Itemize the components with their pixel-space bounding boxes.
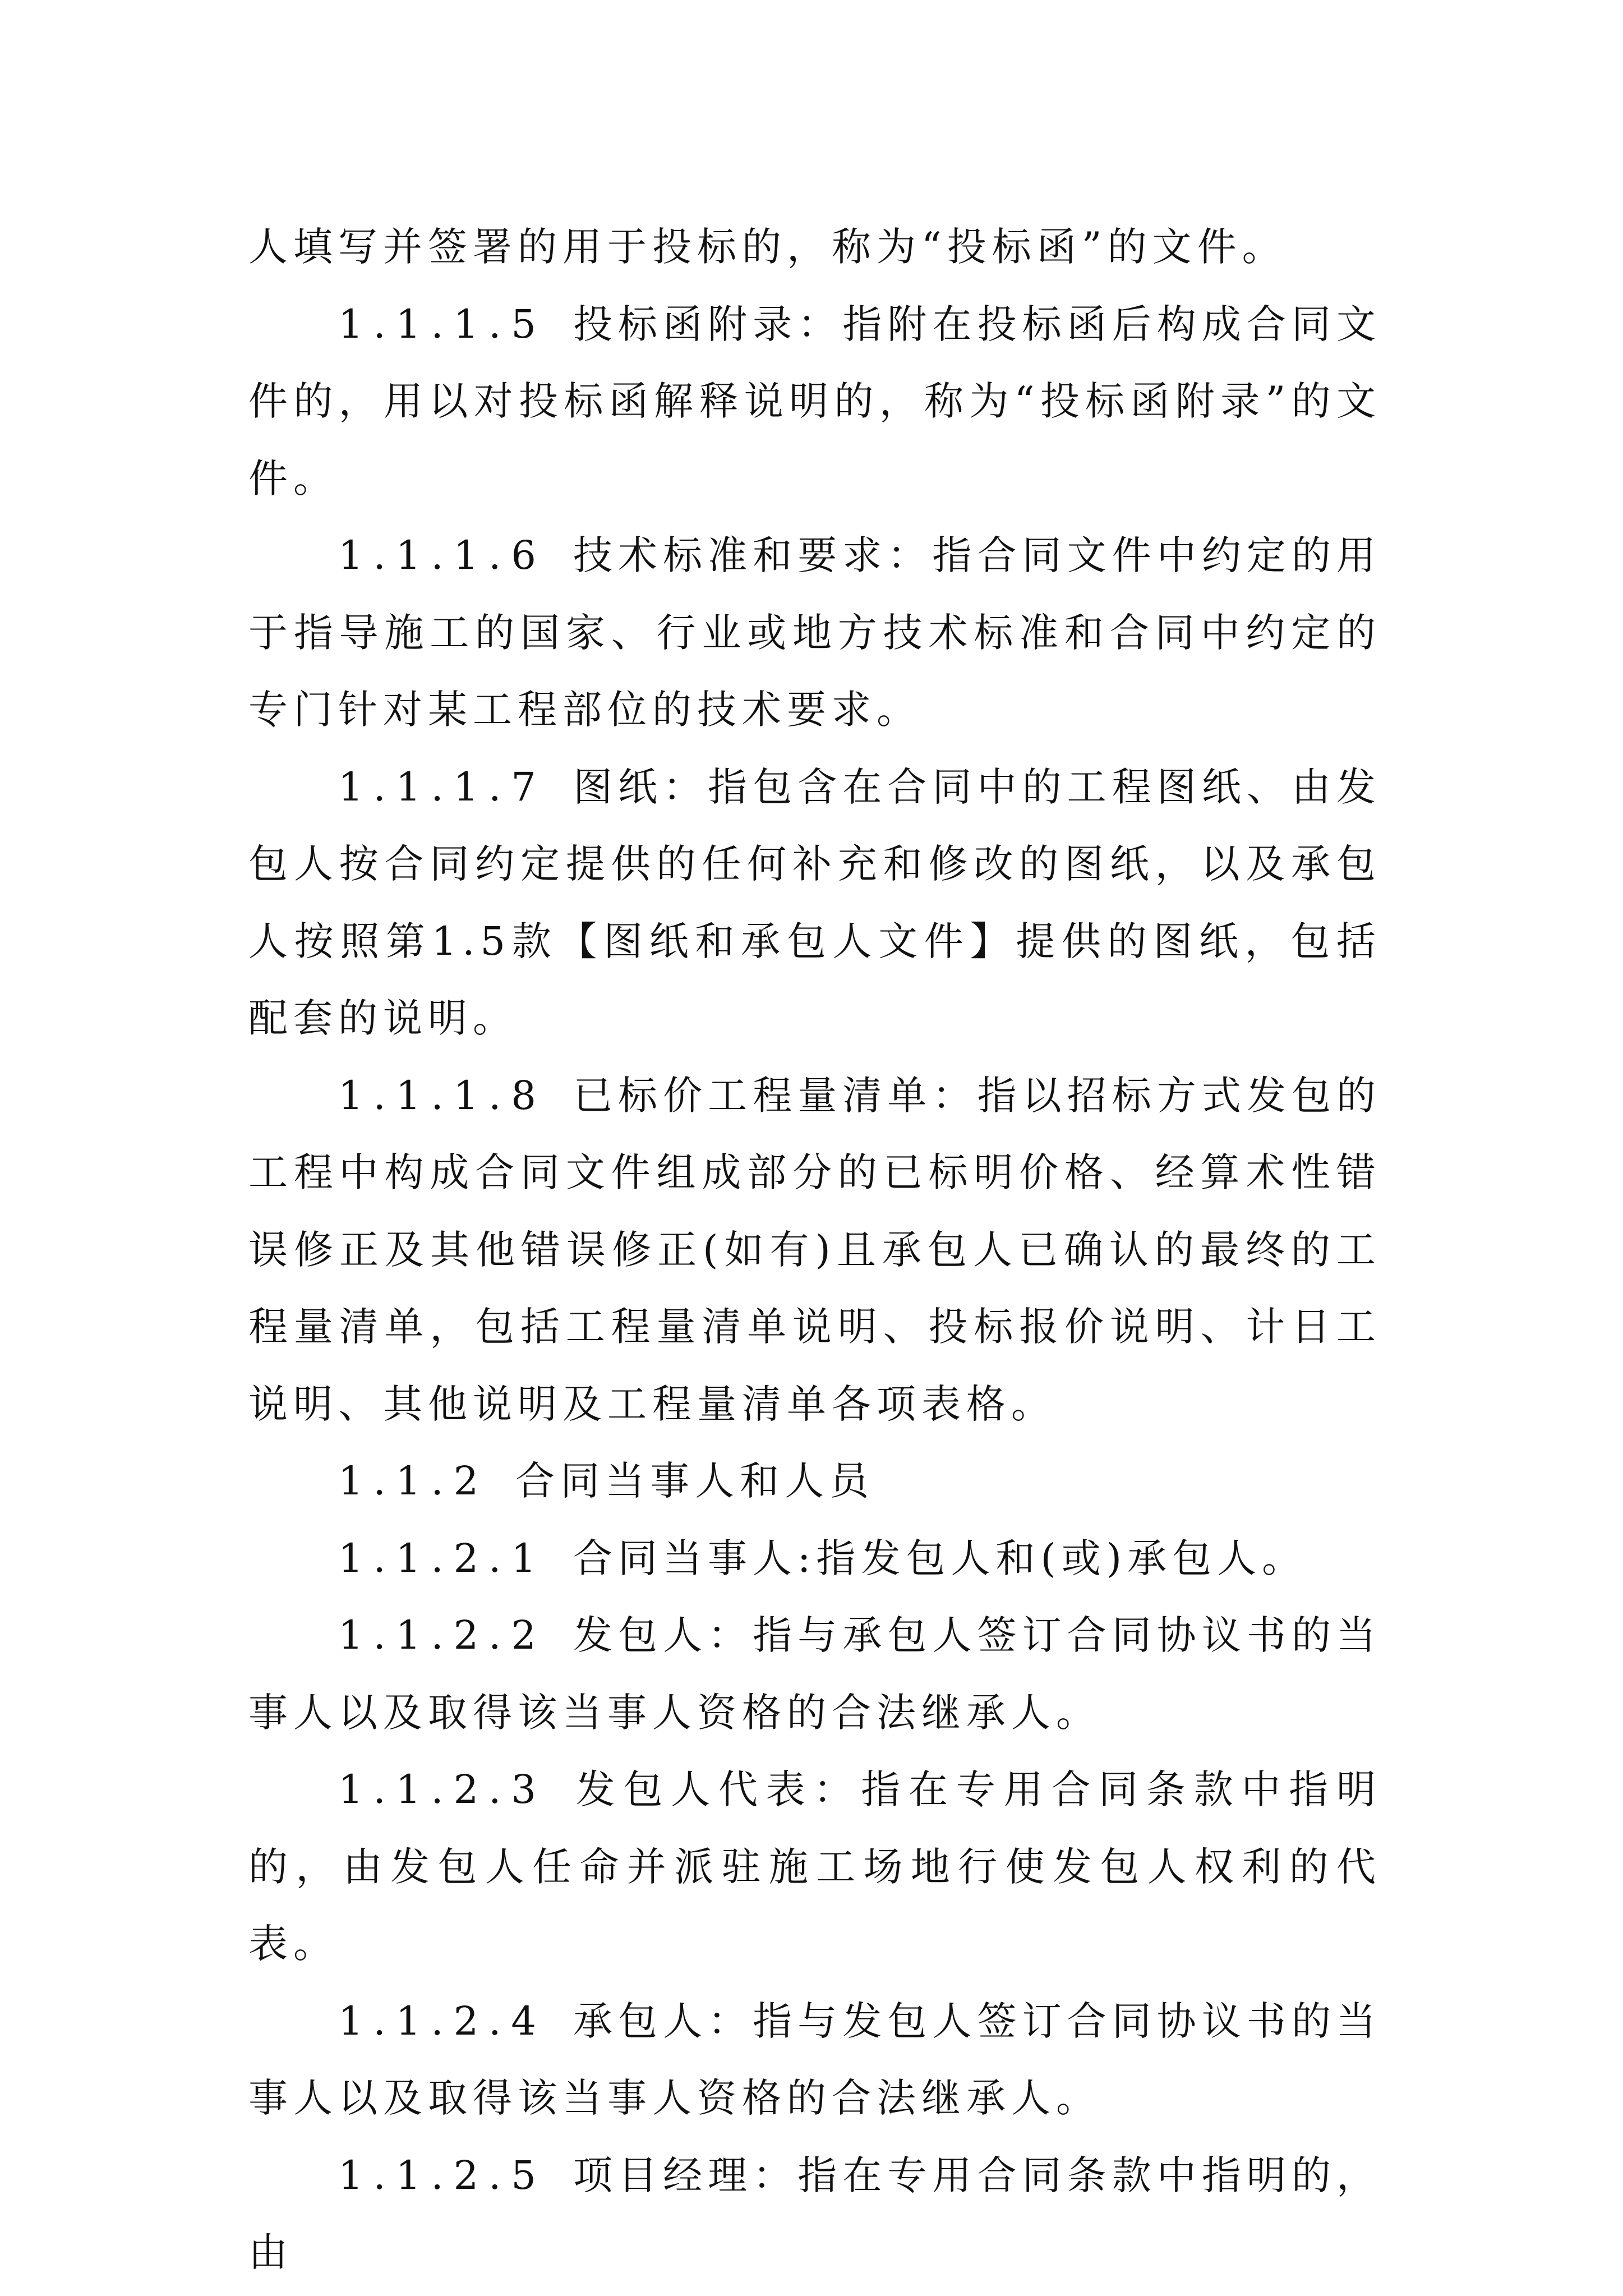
clause-number: 1.1.1.5 xyxy=(338,301,546,347)
clause-number: 1.1.1.8 xyxy=(338,1072,546,1119)
clause-1-1-2-2 xyxy=(248,1597,1381,1751)
clause-number: 1.1.2.3 xyxy=(338,1766,546,1812)
clause-1-1-2-1 xyxy=(248,1520,1381,1598)
clause-1-1-2-4 xyxy=(248,1983,1381,2137)
clause-1-1-2-3 xyxy=(248,1751,1381,1983)
clause-text: 已标价工程量清单：指以招标方式发包的工程中构成合同文件组成部分的已标明价格、经算术性错误修正及其他错误修正(如有)且承包人已确认的最终的工程量清单，包括工程量清单说明、投标报价说明、计日工说明、其他说明及工程量清单各项表格。 xyxy=(248,1072,1381,1427)
section-1-1-2 xyxy=(248,1443,1381,1520)
clause-number: 1.1.1.6 xyxy=(338,532,546,578)
clause-1-1-1-7 xyxy=(248,749,1381,1057)
clause-number: 1.1.1.7 xyxy=(338,763,546,810)
clause-text: 发包人代表：指在专用合同条款中指明的，由发包人任命并派驻施工场地行使发包人权利的代表。 xyxy=(248,1766,1381,1967)
clause-text: 图纸：指包含在合同中的工程图纸、由发包人按合同约定提供的任何补充和修改的图纸，以及承包人按照第1.5款【图纸和承包人文件】提供的图纸，包括配套的说明。 xyxy=(248,763,1381,1041)
clause-1-1-1-6 xyxy=(248,517,1381,749)
clause-text: 发包人：指与承包人签订合同协议书的当事人以及取得该当事人资格的合法继承人。 xyxy=(248,1612,1381,1736)
section-number: 1.1.2 xyxy=(338,1458,489,1504)
clause-text: 合同当事人:指发包人和(或)承包人。 xyxy=(573,1535,1307,1581)
paragraph-continued xyxy=(248,209,1381,286)
paragraph-text: 人填写并签署的用于投标的，称为“投标函”的文件。 xyxy=(248,224,1287,270)
clause-1-1-1-8 xyxy=(248,1057,1381,1443)
clause-text: 项目经理：指在专用合同条款中指明的，由 xyxy=(248,2152,1381,2275)
clause-1-1-1-5 xyxy=(248,286,1381,518)
clause-number: 1.1.2.5 xyxy=(338,2152,546,2198)
clause-1-1-2-5 xyxy=(248,2137,1381,2292)
clause-number: 1.1.2.2 xyxy=(338,1612,546,1658)
clause-text: 技术标准和要求：指合同文件中约定的用于指导施工的国家、行业或地方技术标准和合同中约定的专门针对某工程部位的技术要求。 xyxy=(248,532,1381,733)
document-body xyxy=(248,209,1381,2292)
section-title: 合同当事人和人员 xyxy=(515,1458,875,1504)
clause-text: 承包人：指与发包人签订合同协议书的当事人以及取得该当事人资格的合法继承人。 xyxy=(248,1998,1381,2121)
clause-number: 1.1.2.4 xyxy=(338,1998,546,2044)
clause-text: 投标函附录：指附在投标函后构成合同文件的，用以对投标函解释说明的，称为“投标函附录”的文件。 xyxy=(248,301,1381,501)
clause-number: 1.1.2.1 xyxy=(338,1535,546,1581)
